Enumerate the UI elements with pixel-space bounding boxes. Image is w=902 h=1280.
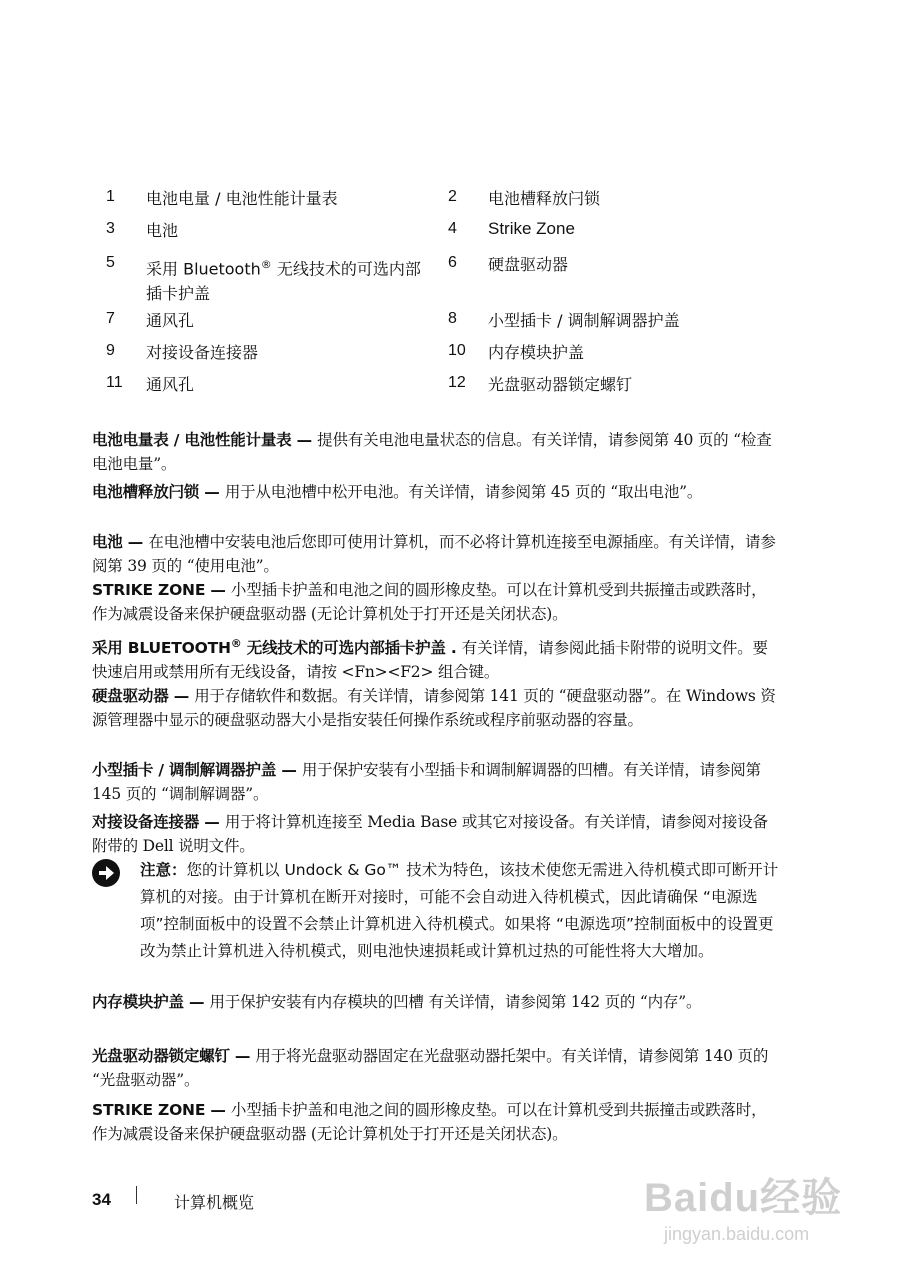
- term: 电池: [92, 533, 123, 551]
- description-text: 用于将光盘驱动器固定在光盘驱动器托架中。有关详情，请参阅第 140 页的 “光盘驱动器”。: [92, 1047, 769, 1089]
- legend-label: 通风孔: [146, 375, 195, 394]
- description-text: 有关详情，请参阅此插卡附带的说明文件。要快速启用或禁用所有无线设备，请按 <Fn><F2> 组合键。: [92, 639, 768, 682]
- description-battery: 电池 — 在电池槽中安装电池后您即可使用计算机，而不必将计算机连接至电源插座。有关详情，请参阅第 39 页的 “使用电池”。: [92, 533, 776, 575]
- description-text: 用于保护安装有小型插卡和调制解调器的凹槽。有关详情，请参阅第 145 页的 “调制解调器”。: [92, 761, 761, 803]
- term: STRIKE ZONE: [92, 581, 206, 599]
- description-docking-connector: 对接设备连接器 — 用于将计算机连接至 Media Base 或其它对接设备。有关详情，请参阅对接设备附带的 Dell 说明文件。: [92, 813, 768, 855]
- term: 电池电量表 / 电池性能计量表: [92, 431, 292, 449]
- watermark-logo: Baidu经验: [644, 1176, 843, 1220]
- legend-label: 内存模块护盖: [488, 343, 585, 362]
- legend-label: 采用 Bluetooth® 无线技术的可选内部插卡护盖: [146, 258, 421, 304]
- watermark: [644, 1148, 884, 1268]
- description-memory-cover: 内存模块护盖 — 用于保护安装有内存模块的凹槽 有关详情，请参阅第 142 页的 “内存”。: [92, 993, 702, 1011]
- legend-label: 光盘驱动器锁定螺钉: [488, 375, 633, 394]
- term: 电池槽释放闩锁: [92, 483, 200, 501]
- description-strike-zone: STRIKE ZONE — 小型插卡护盖和电池之间的圆形橡皮垫。可以在计算机受到共振撞击或跌落时，作为减震设备来保护硬盘驱动器 (无论计算机处于打开还是关闭状态)。: [92, 581, 767, 623]
- legend-number: 1: [106, 188, 115, 205]
- description-text: 小型插卡护盖和电池之间的圆形橡皮垫。可以在计算机受到共振撞击或跌落时，作为减震设备来保护硬盘驱动器 (无论计算机处于打开还是关闭状态)。: [92, 1101, 767, 1143]
- legend-number: 3: [106, 220, 115, 237]
- description-text: 用于保护安装有内存模块的凹槽 有关详情，请参阅第 142 页的 “内存”。: [209, 993, 702, 1011]
- legend-label: 电池: [146, 221, 179, 240]
- legend-number: 6: [448, 254, 457, 271]
- notice-body: 您的计算机以 Undock & Go™ 技术为特色，该技术使您无需进入待机模式即可断开计算机的对接。由于计算机在断开对接时，可能不会自动进入待机模式，因此请确保 “电源选项”控制面板中的设置不会禁止计算机进入待机模式。如果将 “电源选项”控制面板中的设置更改为禁止计算机进入待机模式，则电池快速损耗或计算机过热的可能性将大大增加。: [140, 861, 779, 960]
- term: 采用 BLUETOOTH® 无线技术的可选内部插卡护盖: [92, 637, 446, 658]
- legend-number: 2: [448, 188, 457, 205]
- description-text: 用于将计算机连接至 Media Base 或其它对接设备。有关详情，请参阅对接设备附带的 Dell 说明文件。: [92, 813, 768, 855]
- legend-label: 电池槽释放闩锁: [488, 189, 601, 208]
- legend-label: 通风孔: [146, 311, 195, 330]
- footer-divider: [136, 1186, 137, 1204]
- description-strike-zone-repeat: STRIKE ZONE — 小型插卡护盖和电池之间的圆形橡皮垫。可以在计算机受到共振撞击或跌落时，作为减震设备来保护硬盘驱动器 (无论计算机处于打开还是关闭状态)。: [92, 1101, 767, 1143]
- term: 光盘驱动器锁定螺钉: [92, 1047, 230, 1065]
- description-mini-card-cover: 小型插卡 / 调制解调器护盖 — 用于保护安装有小型插卡和调制解调器的凹槽。有关详情，请参阅第 145 页的 “调制解调器”。: [92, 761, 761, 803]
- term: 对接设备连接器: [92, 813, 200, 831]
- description-text: 在电池槽中安装电池后您即可使用计算机，而不必将计算机连接至电源插座。有关详情，请参阅第 39 页的 “使用电池”。: [92, 533, 776, 575]
- legend-number: 7: [106, 310, 115, 327]
- description-hard-drive: 硬盘驱动器 — 用于存储软件和数据。有关详情，请参阅第 141 页的 “硬盘驱动器”。在 Windows 资源管理器中显示的硬盘驱动器大小是指安装任何操作系统或程序前驱动器的容量。: [92, 687, 776, 729]
- description-text: 小型插卡护盖和电池之间的圆形橡皮垫。可以在计算机受到共振撞击或跌落时，作为减震设备来保护硬盘驱动器 (无论计算机处于打开还是关闭状态)。: [92, 581, 767, 623]
- legend-label: 对接设备连接器: [146, 343, 259, 362]
- description-battery-gauge: 电池电量表 / 电池性能计量表 — 提供有关电池电量状态的信息。有关详情，请参阅第 40 页的 “检查电池电量”。: [92, 431, 772, 473]
- description-bluetooth-cover: 采用 BLUETOOTH® 无线技术的可选内部插卡护盖 . 有关详情，请参阅此插卡附带的说明文件。要快速启用或禁用所有无线设备，请按 <Fn><F2> 组合键。: [92, 637, 768, 682]
- legend-label: 硬盘驱动器: [488, 255, 569, 274]
- description-text: 用于从电池槽中松开电池。有关详情，请参阅第 45 页的 “取出电池”。: [224, 483, 703, 501]
- description-optical-drive-screw: 光盘驱动器锁定螺钉 — 用于将光盘驱动器固定在光盘驱动器托架中。有关详情，请参阅第 140 页的 “光盘驱动器”。: [92, 1047, 769, 1089]
- description-text: 提供有关电池电量状态的信息。有关详情，请参阅第 40 页的 “检查电池电量”。: [92, 431, 772, 473]
- legend-label: 电池电量 / 电池性能计量表: [146, 189, 338, 208]
- section-title: 计算机概览: [174, 1193, 255, 1212]
- legend-number: 12: [448, 374, 466, 391]
- legend-number: 10: [448, 342, 466, 359]
- term: 硬盘驱动器: [92, 687, 169, 705]
- watermark-url: jingyan.baidu.com: [664, 1224, 810, 1244]
- description-battery-latch: 电池槽释放闩锁 — 用于从电池槽中松开电池。有关详情，请参阅第 45 页的 “取出电池”。: [92, 483, 703, 501]
- legend-number: 4: [448, 220, 457, 237]
- notice-label: 注意：: [140, 861, 187, 879]
- legend-label: Strike Zone: [488, 219, 575, 238]
- term: 小型插卡 / 调制解调器护盖: [92, 761, 277, 779]
- term: 内存模块护盖: [92, 993, 184, 1011]
- page-number: 34: [92, 1190, 111, 1209]
- legend-label: 小型插卡 / 调制解调器护盖: [488, 311, 680, 330]
- legend-number: 9: [106, 342, 115, 359]
- notice-arrow-icon: [92, 859, 120, 887]
- legend-number: 11: [106, 374, 123, 391]
- legend-number: 8: [448, 310, 457, 327]
- notice-text: [140, 857, 780, 965]
- term: STRIKE ZONE: [92, 1101, 206, 1119]
- legend-number: 5: [106, 254, 115, 271]
- description-text: 用于存储软件和数据。有关详情，请参阅第 141 页的 “硬盘驱动器”。在 Windows 资源管理器中显示的硬盘驱动器大小是指安装任何操作系统或程序前驱动器的容量。: [92, 687, 776, 729]
